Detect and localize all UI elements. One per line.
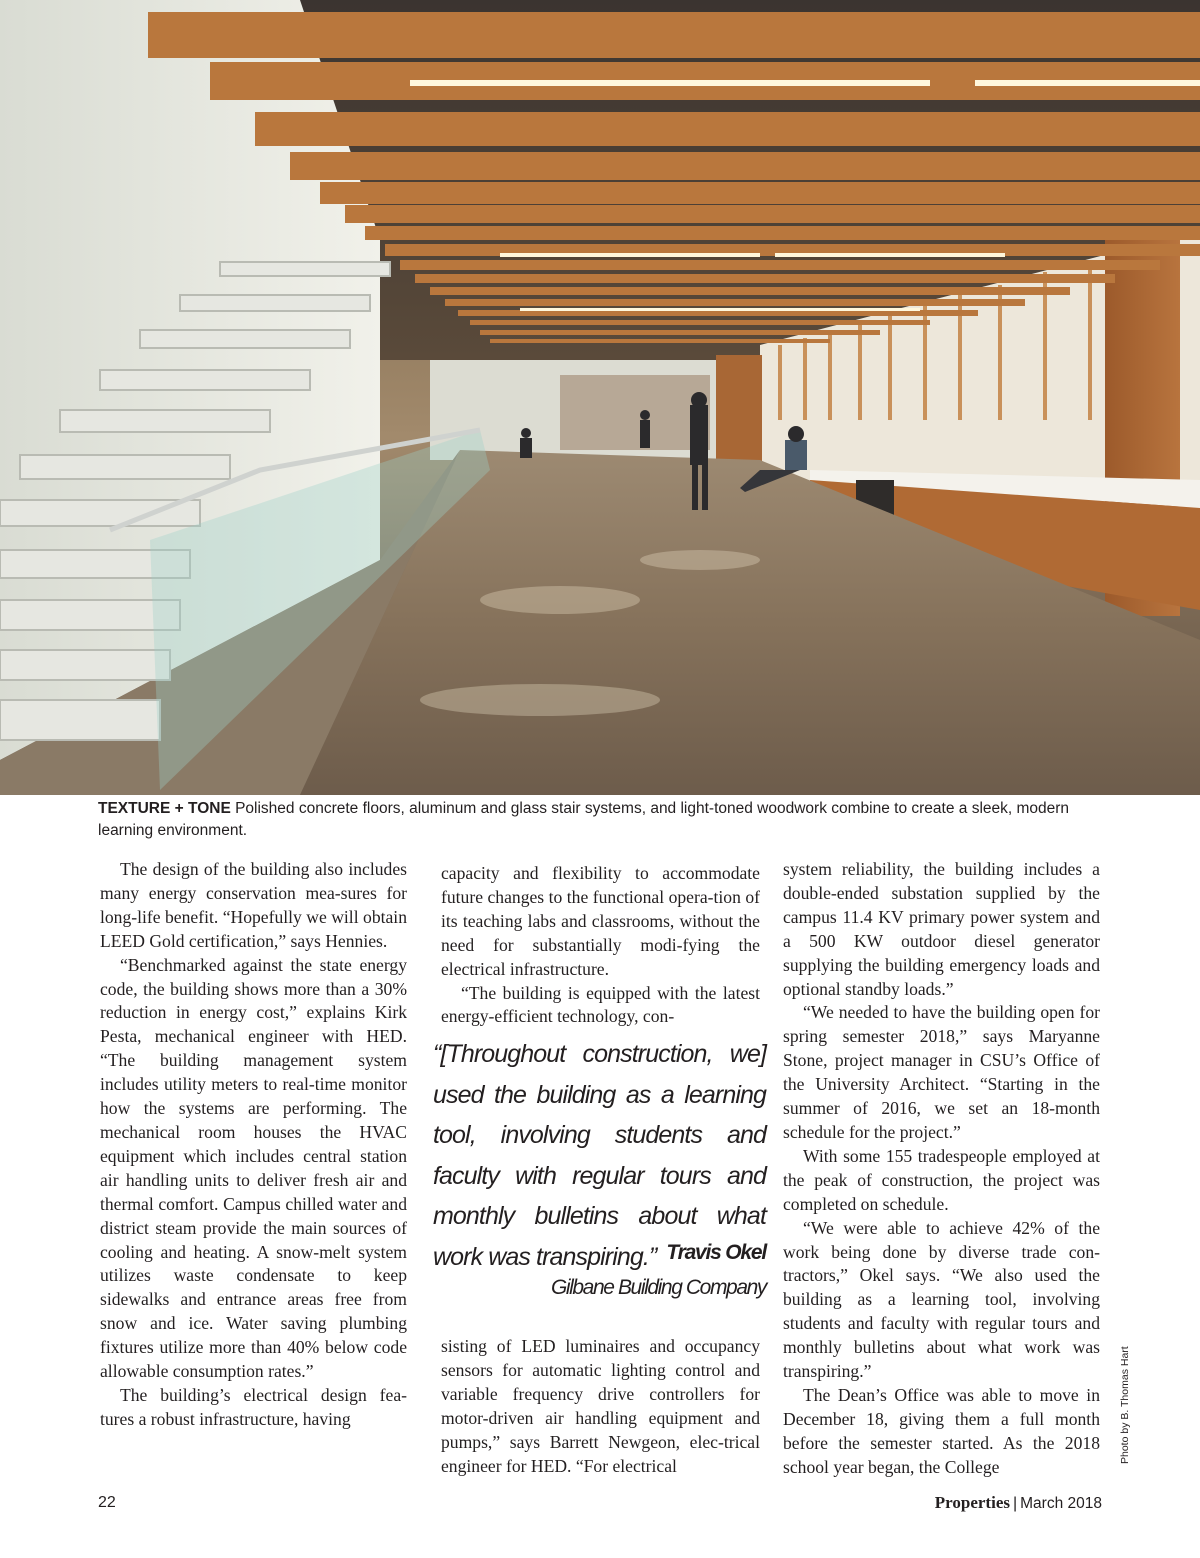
pull-quote: “[Throughout construction, we] used the building as a learning tool, involving students and faculty with regular tours and monthly bulletins about what work was transpiring.” xyxy=(433,1040,766,1271)
caption-text: Polished concrete floors, aluminum and glass stair systems, and light-toned woodwork combine to create a sleek, modern learning environment. xyxy=(98,800,1070,839)
paragraph: The design of the building also includes many energy conservation mea-sures for long-life benefit. “Hopefully we will obtain LEED Gold certification,” says Hennies. xyxy=(100,859,407,951)
pull-quote-attribution-name: Travis Okel xyxy=(666,1241,766,1264)
photo-caption xyxy=(98,798,1108,842)
paragraph: “Benchmarked against the state energy code, the building shows more than a 30% reduction in energy cost,” explains Kirk Pesta, mechanical engineer with HED. “The building management system includes utility meters to real-time monitor how the systems are performing. The mechanical room houses the HVAC equipment which includes central station air handling units to deliver fresh air and thermal comfort. Campus chilled water and district steam provide the main sources of cooling and heating. A snow-melt system utilizes waste condensate to keep sidewalks and entrance areas free from snow and ice. Water saving plumbing fixtures utilize more than 40% below code allowable consumption rates.” xyxy=(100,954,407,1382)
paragraph: “We were able to achieve 42% of the work being done by diverse trade con-tractors,” Okel says. “We also used the building as a learning tool, involving students and faculty with regular tours and monthly bulletins about what work was transpiring.” xyxy=(783,1217,1100,1382)
footer-separator: | xyxy=(1012,1495,1018,1512)
pull-quote-attribution-organization: Gilbane Building Company xyxy=(550,1276,766,1299)
paragraph: sisting of LED luminaires and occupancy sensors for automatic lighting control and variable frequency drive controllers for motor-driven air handling equipment and pumps,” says Barrett Newgeon, elec-trical engineer for HED. “For electrical xyxy=(441,1336,760,1476)
page-number: 22 xyxy=(98,1494,116,1511)
paragraph: With some 155 tradespeople employed at the peak of construction, the project was completed on schedule. xyxy=(783,1145,1100,1214)
paragraph: The building’s electrical design fea-tures a robust infrastructure, having xyxy=(100,1384,407,1429)
issue-date: March 2018 xyxy=(1020,1495,1102,1512)
paragraph: system reliability, the building includes a double-ended substation supplied by the campus 11.4 KV primary power system and a 500 KW outdoor diesel generator supplying the building emergency loads and optional standby loads.” xyxy=(783,859,1100,999)
paragraph: capacity and flexibility to accommodate future changes to the functional opera-tion of its teaching labs and classrooms, without the need for substantially modi-fying the electrical infrastructure. xyxy=(441,863,760,979)
publication-name: Properties xyxy=(934,1493,1010,1512)
running-footer xyxy=(935,1493,1102,1513)
article-column-3 xyxy=(783,858,1100,1480)
article-column-2-bottom xyxy=(441,1335,760,1478)
caption-heading: TEXTURE + TONE xyxy=(98,800,231,817)
photo-credit: Photo by B. Thomas Hart xyxy=(1119,1346,1131,1464)
paragraph: “We needed to have the building open for spring semester 2018,” says Maryanne Stone, project manager in CSU’s Office of the University Architect. “Starting in the summer of 2016, we set an 18-month schedule for the project.” xyxy=(783,1002,1100,1142)
article-column-1 xyxy=(100,858,407,1432)
paragraph: “The building is equipped with the latest energy-efficient technology, con- xyxy=(441,982,760,1027)
paragraph: The Dean’s Office was able to move in December 18, giving them a full month before the semester started. As the 2018 school year began, the College xyxy=(783,1384,1100,1477)
article-column-2-top xyxy=(441,862,760,1029)
